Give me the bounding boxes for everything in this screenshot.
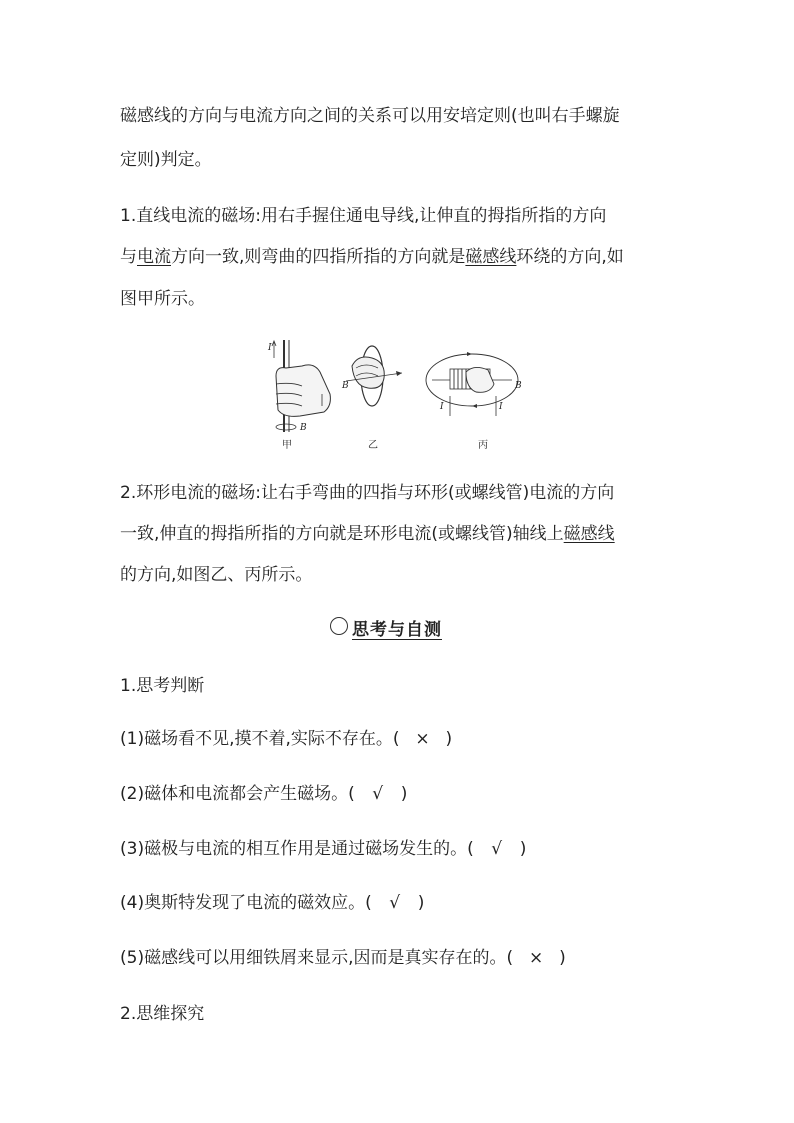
answer-mark: √	[389, 893, 401, 913]
item2-line-3: 的方向,如图乙、丙所示。	[120, 565, 313, 585]
field-label: B	[342, 381, 349, 391]
current-label: I	[268, 343, 272, 353]
item1-line-3: 图甲所示。	[120, 289, 205, 309]
current-label: I	[440, 402, 444, 412]
judgement-item	[120, 946, 566, 970]
judgement-text: (5)磁感线可以用细铁屑来显示,因而是真实存在的。(	[120, 948, 514, 968]
judgement-close: )	[400, 784, 408, 804]
answer-mark: ×	[529, 948, 544, 968]
intro-line-2: 定则)判定。	[120, 150, 212, 170]
answer-mark: √	[491, 839, 503, 859]
item1-line-2	[120, 245, 624, 269]
item1-text: 方向一致,则弯曲的四指所指的方向就是	[171, 247, 466, 267]
figure-loop-current	[341, 346, 402, 451]
item1-line-1: 1.直线电流的磁场:用右手握住通电导线,让伸直的拇指所指的方向	[120, 206, 607, 226]
underlined-term-current: 电流	[137, 247, 171, 267]
figure-solenoid	[426, 352, 522, 451]
judgement-close: )	[519, 839, 527, 859]
item2-text: 一致,伸直的拇指所指的方向就是环形电流(或螺线管)轴线上	[120, 524, 564, 544]
next-heading: 2.思维探究	[120, 1004, 205, 1024]
judgement-item	[120, 891, 424, 915]
figure-straight-wire	[267, 340, 330, 451]
judgement-close: )	[417, 893, 425, 913]
item1-text: 环绕的方向,如	[516, 247, 624, 267]
underlined-term-field-line: 磁感线	[465, 247, 517, 267]
judgement-close: )	[445, 729, 453, 749]
judgement-text: (2)磁体和电流都会产生磁场。(	[120, 784, 355, 804]
caption-jia: 甲	[282, 440, 292, 451]
caption-yi: 乙	[368, 440, 378, 451]
judgement-text: (3)磁极与电流的相互作用是通过磁场发生的。(	[120, 839, 474, 859]
item1-text: 与	[120, 247, 137, 267]
judgement-item	[120, 782, 407, 806]
thinking-badge-icon	[330, 617, 348, 635]
field-label: B	[300, 423, 307, 433]
answer-mark: √	[372, 784, 384, 804]
judgement-close: )	[559, 948, 566, 968]
judgement-text: (4)奥斯特发现了电流的磁效应。(	[120, 893, 372, 913]
ampere-rule-figure	[262, 336, 532, 454]
section-title: 思考与自测	[352, 620, 442, 640]
judgement-item	[120, 727, 452, 751]
item2-line-2	[120, 522, 615, 546]
practice-heading: 1.思考判断	[120, 676, 205, 696]
field-label: B	[515, 381, 522, 391]
answer-mark: ×	[415, 729, 430, 749]
caption-bing: 丙	[478, 440, 488, 451]
item2-line-1: 2.环形电流的磁场:让右手弯曲的四指与环形(或螺线管)电流的方向	[120, 483, 615, 503]
judgement-text: (1)磁场看不见,摸不着,实际不存在。(	[120, 729, 400, 749]
current-label: I	[499, 402, 503, 412]
underlined-term-field-line: 磁感线	[563, 524, 615, 544]
judgement-item	[120, 837, 526, 861]
intro-line-1: 磁感线的方向与电流方向之间的关系可以用安培定则(也叫右手螺旋	[120, 106, 620, 126]
